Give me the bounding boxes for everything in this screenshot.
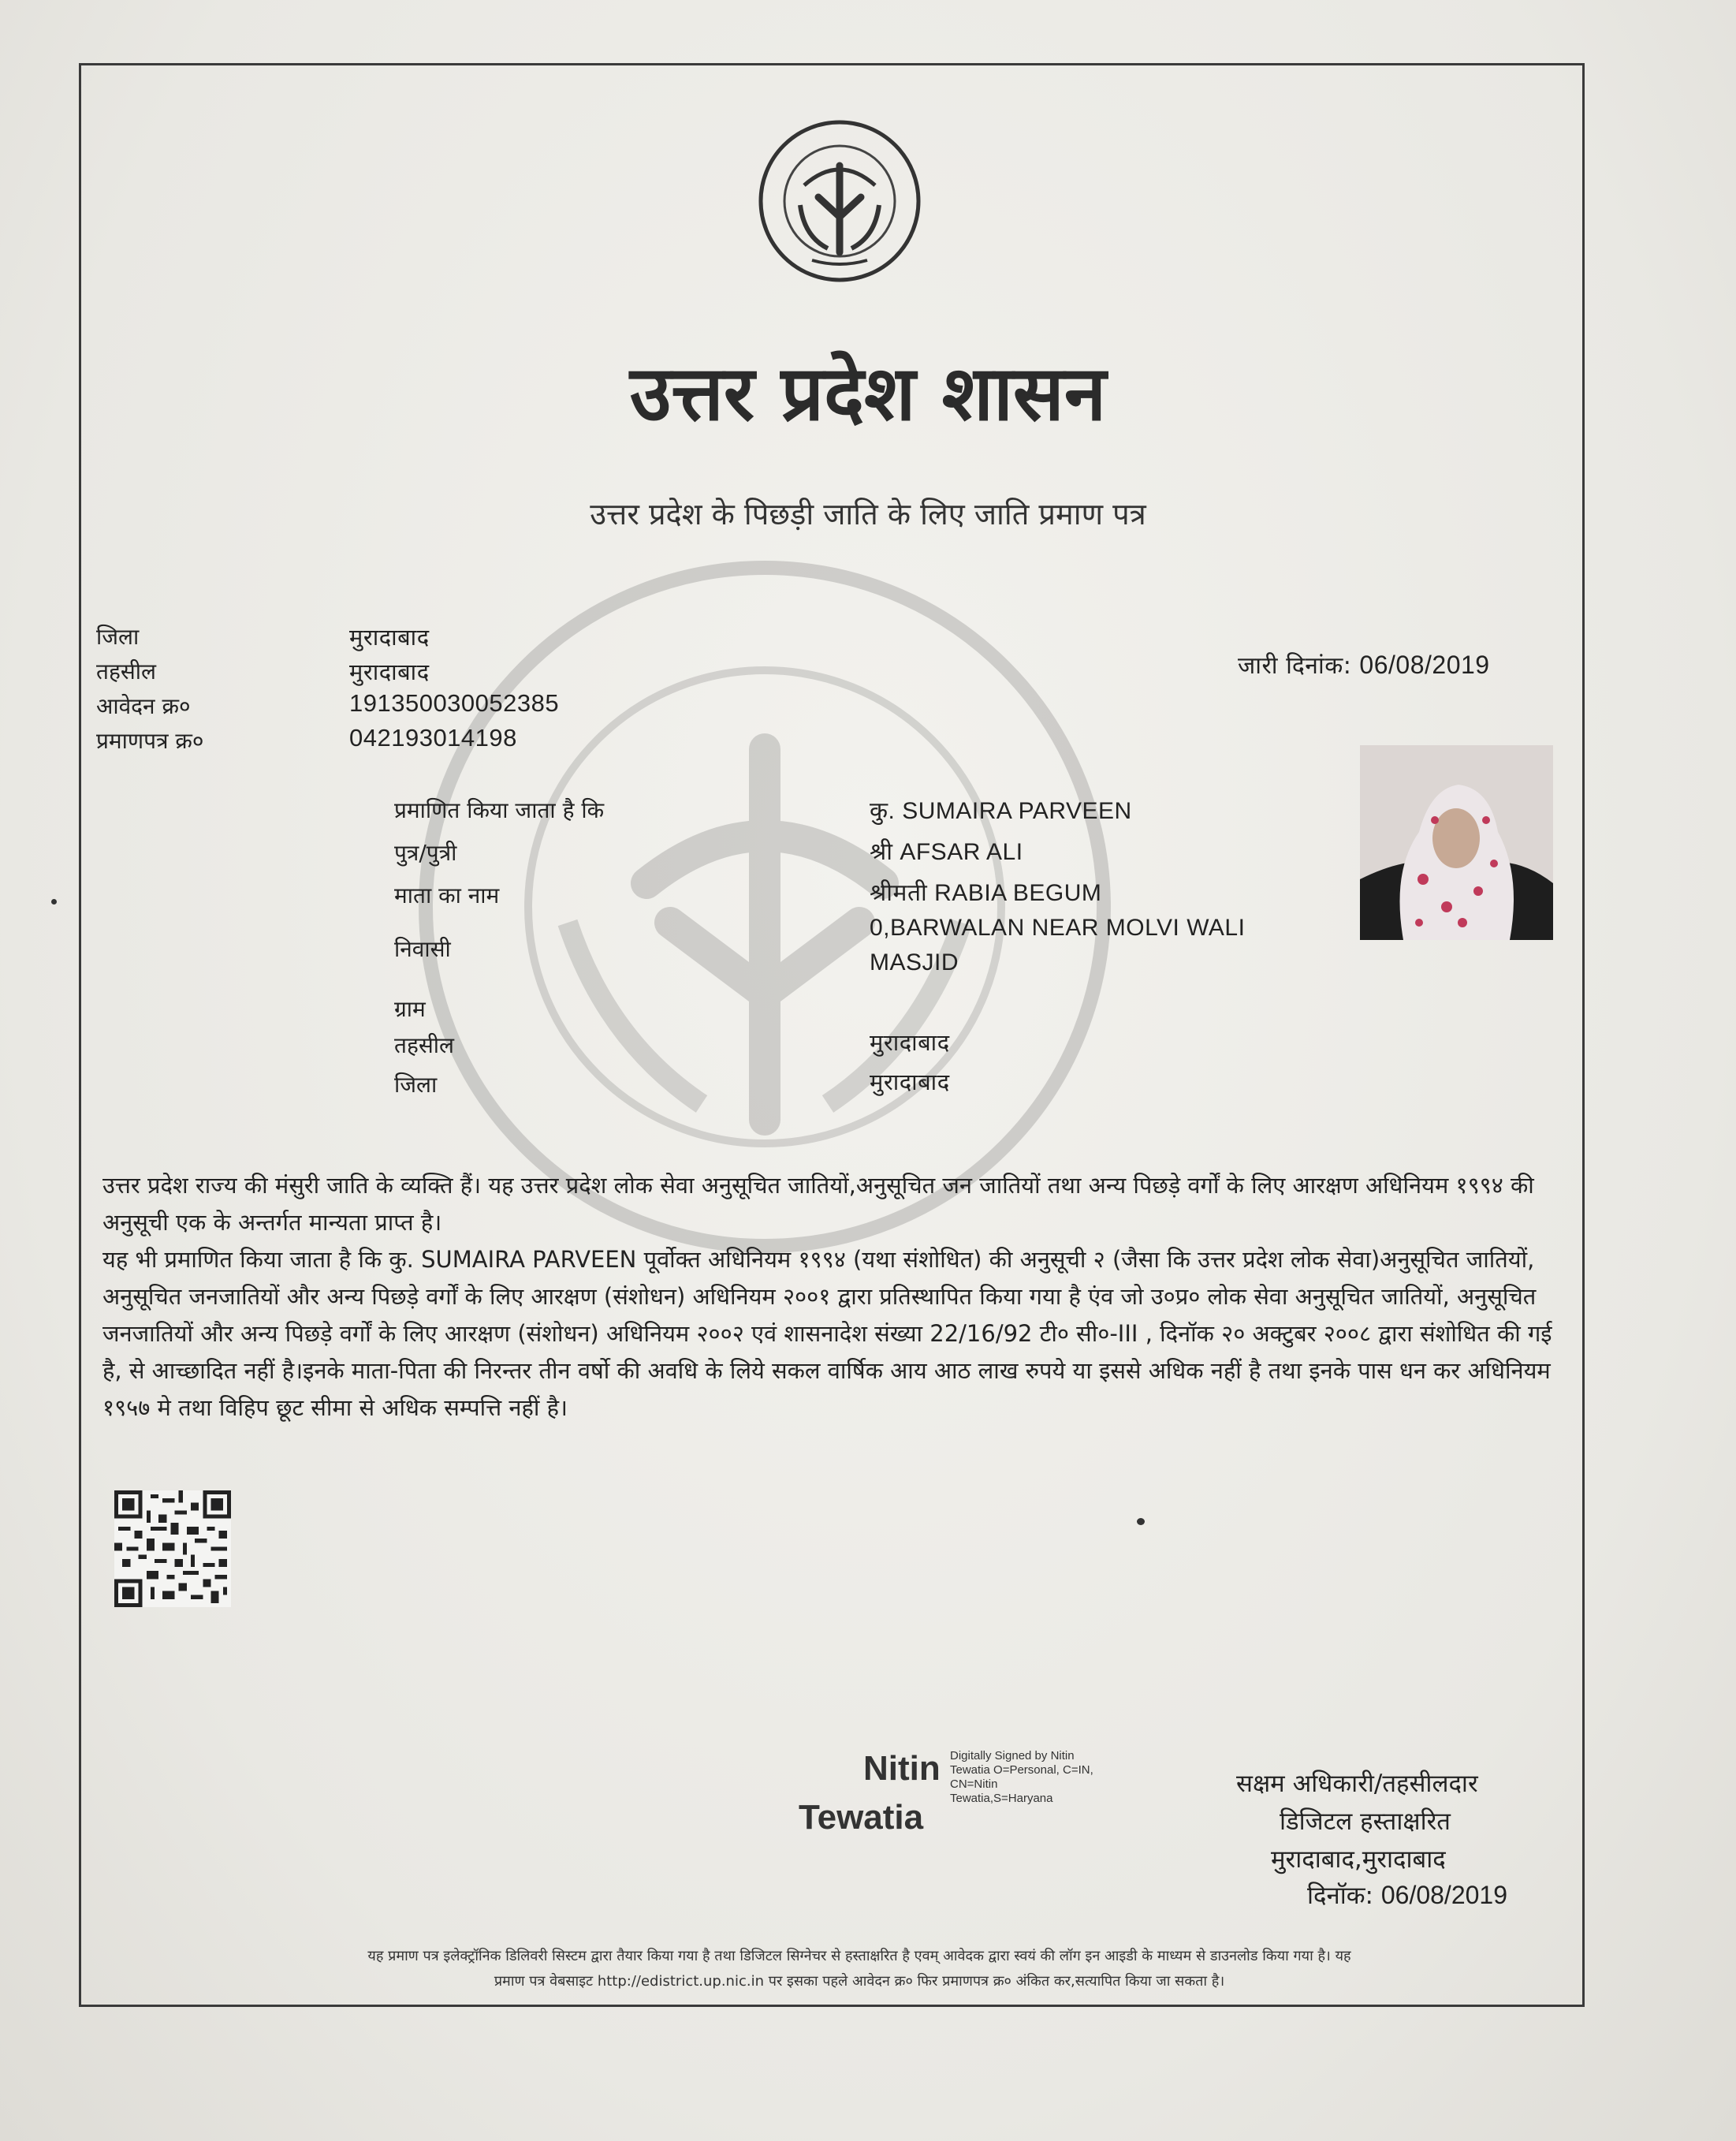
- signatory-first-name: Nitin: [863, 1749, 941, 1788]
- village-label: ग्राम: [394, 996, 426, 1022]
- certificate-number-value: 042193014198: [349, 724, 517, 752]
- footer-line-2: प्रमाण पत्र वेबसाइट http://edistrict.up.nic.in पर इसका पहले आवेदन क्र० फिर प्रमाणपत्र क्र० अंकित कर,सत्यापित किया जा सकता है।: [494, 1973, 1225, 1990]
- state-emblem-icon: [757, 110, 922, 300]
- district-label: जिला: [96, 624, 140, 650]
- tehsil-value: मुरादाबाद: [349, 658, 430, 685]
- certificate-number-label: प्रमाणपत्र क्र०: [96, 728, 204, 754]
- page-title: उत्तर प्रदेश शासन: [629, 349, 1107, 438]
- authority-designation: सक्षम अधिकारी/तहसीलदार: [1236, 1770, 1478, 1798]
- tehsil-label: तहसील: [96, 658, 156, 684]
- certified-label: प्रमाणित किया जाता है कि: [394, 797, 605, 823]
- father-name: श्री AFSAR ALI: [870, 839, 1023, 865]
- mother-name: श्रीमती RABIA BEGUM: [870, 880, 1102, 906]
- mother-label: माता का नाम: [394, 882, 500, 908]
- authority-digital-signed: डिजिटल हस्ताक्षरित: [1280, 1807, 1451, 1836]
- issue-date-label: जारी दिनांक:: [1238, 652, 1352, 680]
- issue-date-value: 06/08/2019: [1359, 651, 1490, 679]
- authority-date: [1307, 1878, 1507, 1912]
- certificate-body: [102, 1167, 1561, 1427]
- signatory-last-name: Tewatia: [799, 1798, 924, 1837]
- footer-line-1: यह प्रमाण पत्र इलेक्ट्रॉनिक डिलिवरी सिस्टम द्वारा तैयार किया गया है तथा डिजिटल सिग्नेचर से हस्ताक्षरित है एवम् आवेदक द्वारा स्वयं की लॉग इन आइडी के माध्यम से डाउनलोड किया गया है। यह: [367, 1948, 1351, 1964]
- district-value: मुरादाबाद: [349, 624, 430, 651]
- ink-speck: [51, 899, 57, 905]
- authority-place: मुरादाबाद,मुरादाबाद: [1271, 1845, 1446, 1874]
- digital-signature-note: Digitally Signed by Nitin Tewatia O=Personal, C=IN, CN=Nitin Tewatia,S=Haryana: [950, 1749, 1093, 1805]
- child-of-label: पुत्र/पुत्री: [394, 840, 457, 866]
- body-paragraph-2: यह भी प्रमाणित किया जाता है कि कु. SUMAIRA PARVEEN पूर्वोक्त अधिनियम १९९४ (यथा संशोधित) की अनुसूची २ (जैसा कि उत्तर प्रदेश लोक सेवा)अनुसूचित जातियों, अनुसूचित जनजातियों और अन्य पिछड़े वर्गों के लिए आरक्षण (संशोधन) अधिनियम २००१ द्वारा प्रतिस्थापित किया गया है एंव जो उ०प्र० लोक सेवा अनुसूचित जातियों, अनुसूचित जनजातियों और अन्य पिछड़े वर्गों के लिए आरक्षण (संशोधन) अधिनियम २००२ एवं शासनादेश संख्या 22/16/92 टी० सी०-III , दिनॉक २० अक्टुबर २००८ द्वारा संशोधित की गई है, से आच्छादित नहीं है।इनके माता-पिता की निरन्तर तीन वर्षो की अवधि के लिये सकल वार्षिक आय आठ लाख रुपये या इससे अधिक नहीं है तथा इनके पास धन कर अधिनियम १९५७ मे तथा विहिप छूट सीमा से अधिक सम्पत्ति नहीं है।: [102, 1246, 1552, 1421]
- resident-label: निवासी: [394, 936, 451, 962]
- detail-tehsil-value: मुरादाबाद: [870, 1029, 950, 1056]
- authority-date-value: 06/08/2019: [1380, 1881, 1507, 1909]
- body-paragraph-1: उत्तर प्रदेश राज्य की मंसुरी जाति के व्यक्ति हैं। यह उत्तर प्रदेश लोक सेवा अनुसूचित जातियों,अनुसूचित जन जातियों तथा अन्य पिछड़े वर्गों के लिए आरक्षण अधिनियम १९९४ की अनुसूची एक के अन्तर्गत मान्यता प्राप्त है।: [102, 1172, 1534, 1236]
- ink-speck: [1137, 1518, 1145, 1525]
- resident-address-line1: 0,BARWALAN NEAR MOLVI WALI: [870, 915, 1246, 941]
- footer-note: [110, 1944, 1608, 1994]
- applicant-photo: [1360, 745, 1553, 940]
- detail-district-value: मुरादाबाद: [870, 1069, 950, 1095]
- detail-tehsil-label: तहसील: [394, 1032, 454, 1058]
- detail-district-label: जिला: [394, 1072, 438, 1098]
- resident-address-line2: MASJID: [870, 949, 959, 975]
- application-number-label: आवेदन क्र०: [96, 693, 191, 719]
- authority-date-label: दिनॉक:: [1307, 1882, 1373, 1910]
- application-number-value: 191350030052385: [349, 689, 560, 717]
- certificate-subtitle: उत्तर प्रदेश के पिछड़ी जाति के लिए जाति प्रमाण पत्र: [590, 497, 1146, 532]
- qr-code-icon: [114, 1490, 231, 1607]
- issue-date: [1238, 648, 1490, 681]
- applicant-name: कु. SUMAIRA PARVEEN: [870, 798, 1132, 824]
